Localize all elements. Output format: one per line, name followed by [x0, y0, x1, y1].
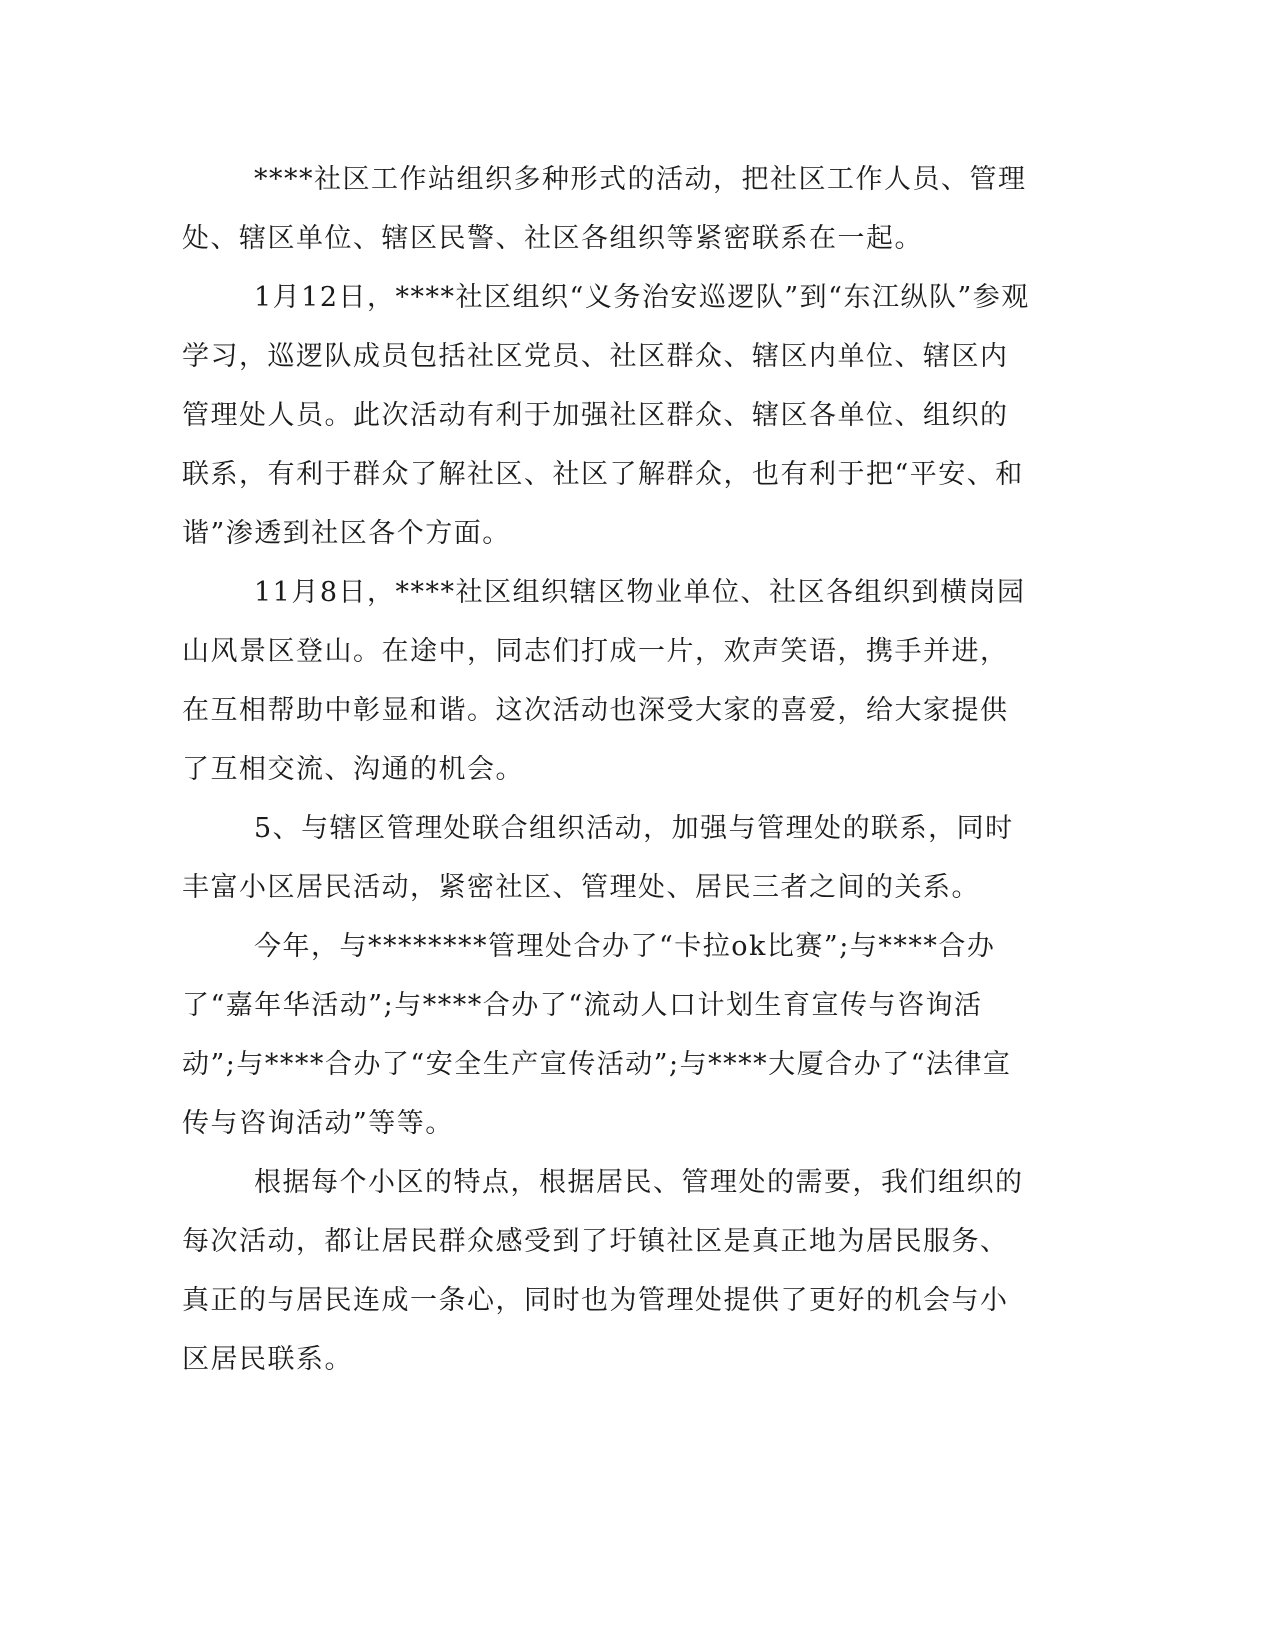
paragraph-joint-activities: 5、与辖区管理处联合组织活动，加强与管理处的联系，同时丰富小区居民活动，紧密社区、管理处、居民三者之间的关系。: [182, 813, 1014, 903]
paragraph-mountain-climb: 11月8日，****社区组织辖区物业单位、社区各组织到横岗园山风景区登山。在途中，同志们打成一片，欢声笑语，携手并进，在互相帮助中彰显和谐。这次活动也深受大家的喜爱，给大家提供了互相交流、沟通的机会。: [182, 577, 1026, 785]
paragraph-patrol-visit: 1月12日，****社区组织“义务治安巡逻队”到“东江纵队”参观学习，巡逻队成员包括社区党员、社区群众、辖区内单位、辖区内管理处人员。此次活动有利于加强社区群众、辖区各单位、组织的联系，有利于群众了解社区、社区了解群众，也有利于把“平安、和谐”渗透到社区各个方面。: [182, 282, 1030, 549]
document-page: [182, 150, 1032, 1389]
paragraph-workstation-activities: ****社区工作站组织多种形式的活动，把社区工作人员、管理处、辖区单位、辖区民警、社区各组织等紧密联系在一起。: [182, 164, 1027, 254]
paragraph-summary: 根据每个小区的特点，根据居民、管理处的需要，我们组织的每次活动，都让居民群众感受到了圩镇社区是真正地为居民服务、真正的与居民连成一条心，同时也为管理处提供了更好的机会与小区居民联系。: [182, 1167, 1024, 1375]
paragraph-co-hosted-events: 今年，与********管理处合办了“卡拉ok比赛”;与****合办了“嘉年华活动”;与****合办了“流动人口计划生育宣传与咨询活动”;与****合办了“安全生产宣传活动”;与****大厦合办了“法律宣传与咨询活动”等等。: [182, 931, 1012, 1139]
